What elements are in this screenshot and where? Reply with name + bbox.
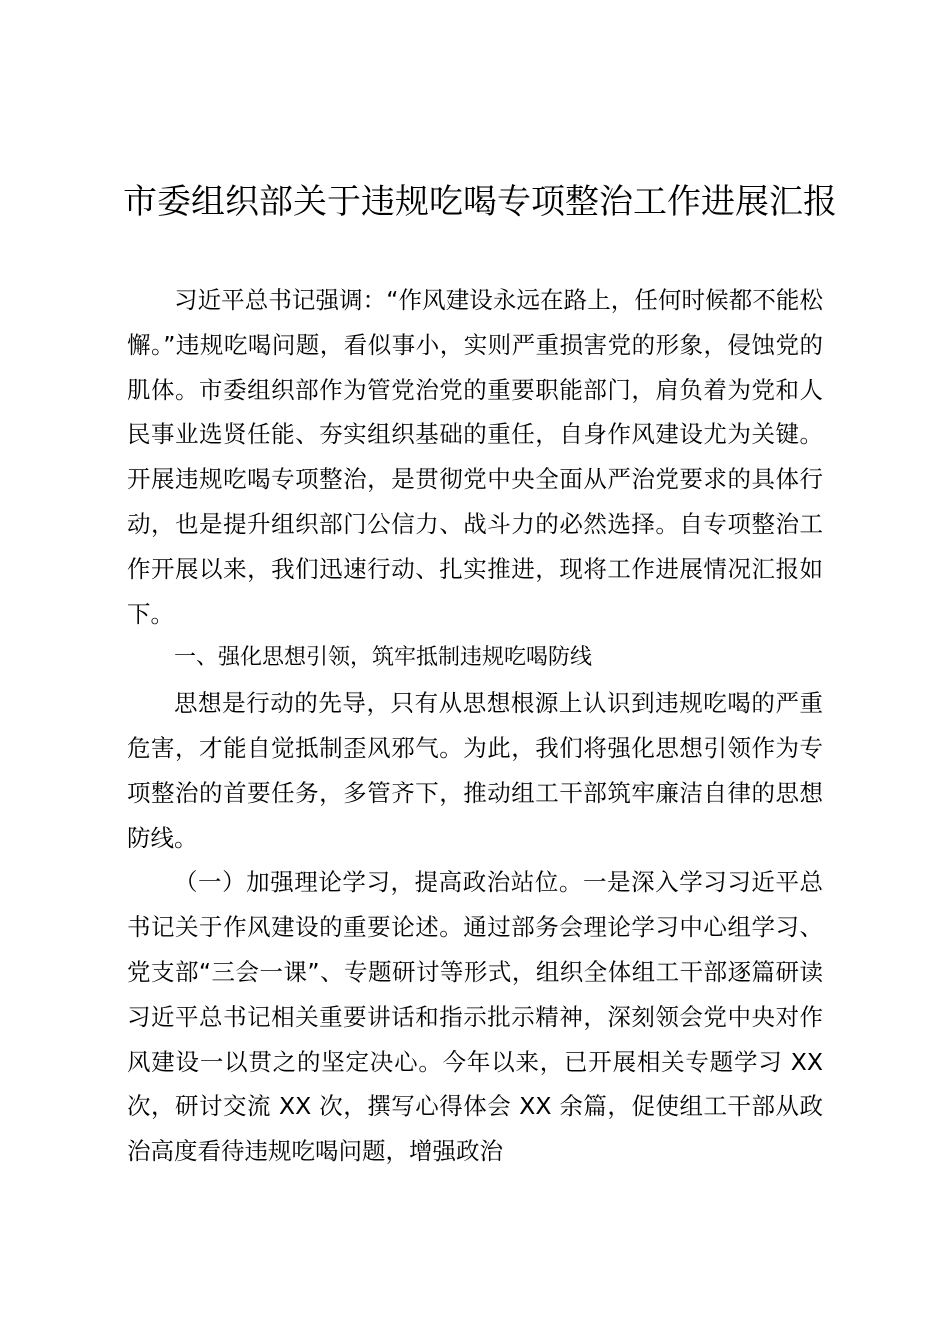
- intro-paragraph: 习近平总书记强调：“作风建设永远在路上，任何时候都不能松懈。”违规吃喝问题，看似事小，实则严重损害党的形象，侵蚀党的肌体。市委组织部作为管党治党的重要职能部门，肩负着为党和人民事业选贤任能、夯实组织基础的重任，自身作风建设尤为关键。开展违规吃喝专项整治，是贯彻党中央全面从严治党要求的具体行动，也是提升组织部门公信力、战斗力的必然选择。自专项整治工作开展以来，我们迅速行动、扎实推进，现将工作进展情况汇报如下。: [127, 286, 823, 628]
- subsection-1-paragraph: （一）加强理论学习，提高政治站位。一是深入学习习近平总书记关于作风建设的重要论述。通过部务会理论学习中心组学习、党支部“三会一课”、专题研讨等形式，组织全体组工干部逐篇研读习近平总书记相关重要讲话和指示批示精神，深刻领会党中央对作风建设一以贯之的坚定决心。今年以来，已开展相关专题学习 XX 次，研讨交流 XX 次，撰写心得体会 XX 余篇，促使组工干部从政治高度看待违规吃喝问题，增强政治: [127, 868, 823, 1166]
- section-1-paragraph: 思想是行动的先导，只有从思想根源上认识到违规吃喝的严重危害，才能自觉抵制歪风邪气。为此，我们将强化思想引领作为专项整治的首要任务，多管齐下，推动组工干部筑牢廉洁自律的思想防线。: [127, 689, 823, 852]
- document-body: [127, 278, 823, 1174]
- section-heading-1: 一、强化思想引领，筑牢抵制违规吃喝防线: [174, 645, 593, 671]
- document-title: 市委组织部关于违规吃喝专项整治工作进展汇报: [123, 182, 837, 222]
